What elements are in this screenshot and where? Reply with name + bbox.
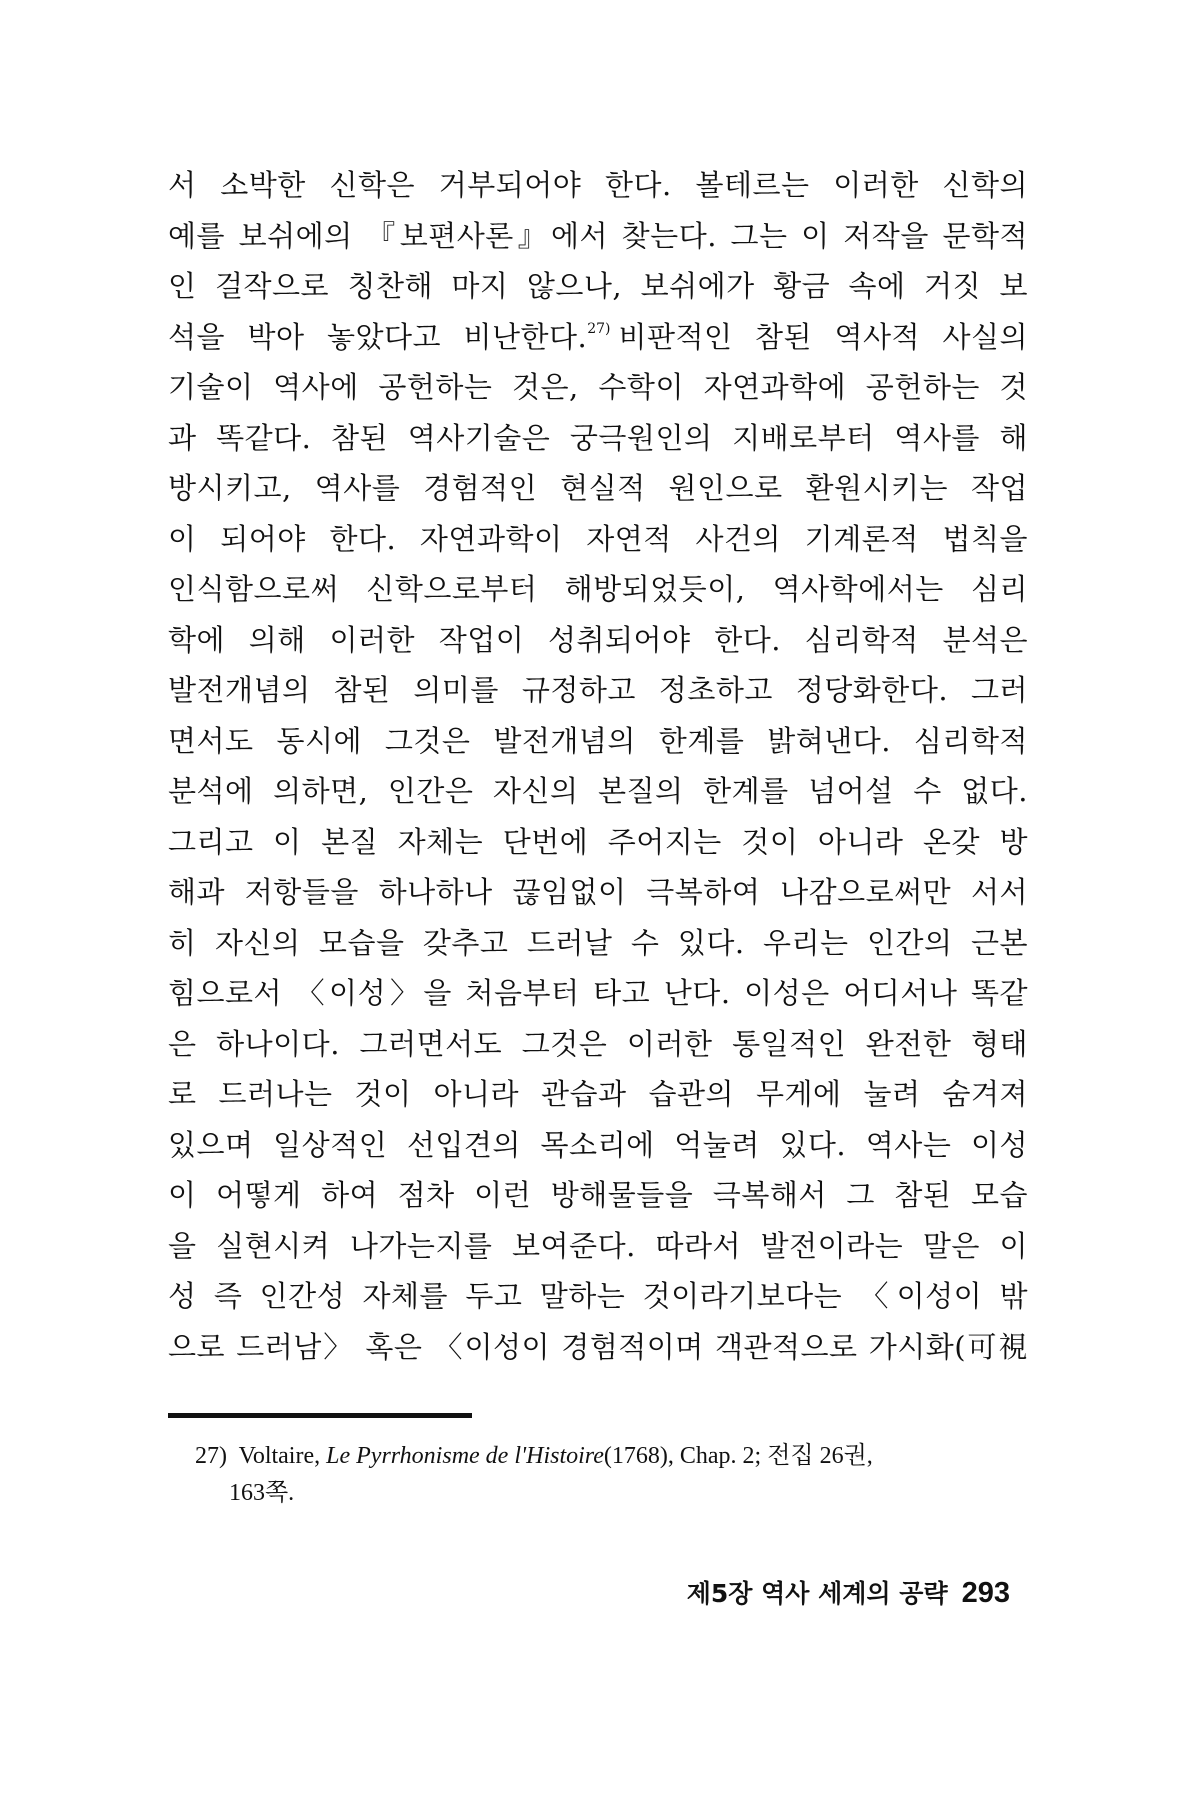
running-footer xyxy=(687,1574,1010,1610)
text-line: 히 자신의 모습을 갖추고 드러날 수 있다. 우리는 인간의 근본 xyxy=(168,925,1028,960)
text-line: 면서도 동시에 그것은 발전개념의 한계를 밝혀낸다. 심리학적 xyxy=(168,723,1028,758)
text-line: 방시키고, 역사를 경험적인 현실적 원인으로 환원시키는 작업 xyxy=(168,471,1028,505)
footnote-detail: (1768), Chap. 2; 전집 26권, xyxy=(603,1443,873,1469)
text-line: 있으며 일상적인 선입견의 목소리에 억눌려 있다. 역사는 이성 xyxy=(168,1127,1028,1162)
text-segment: 석을 박아 놓았다고 비난한다. xyxy=(168,319,588,354)
footnote xyxy=(195,1438,1028,1512)
text-line: 발전개념의 참된 의미를 규정하고 정초하고 정당화한다. 그러 xyxy=(168,673,1028,707)
text-line: 을 실현시켜 나가는지를 보여준다. 따라서 발전이라는 말은 이 xyxy=(168,1228,1028,1263)
text-line: 은 하나이다. 그러면서도 그것은 이러한 통일적인 완전한 형태 xyxy=(168,1026,1028,1061)
body-text xyxy=(168,160,1028,1423)
text-line: 그리고 이 본질 자체는 단번에 주어지는 것이 아니라 온갖 방 xyxy=(168,824,1028,859)
text-line: 서 소박한 신학은 거부되어야 한다. 볼테르는 이러한 신학의 xyxy=(168,168,1028,202)
footnote-continuation: 163쪽. xyxy=(229,1480,295,1506)
text-line: 인 걸작으로 칭찬해 마지 않으나, 보쉬에가 황금 속에 거짓 보 xyxy=(168,269,1028,303)
text-line: 과 똑같다. 참된 역사기술은 궁극원인의 지배로부터 역사를 해 xyxy=(168,420,1028,455)
text-line: 예를 보쉬에의 『보편사론』에서 찾는다. 그는 이 저작을 문학적 xyxy=(168,218,1028,253)
text-line: 힘으로서 〈이성〉을 처음부터 타고 난다. 이성은 어디서나 똑같 xyxy=(168,976,1028,1010)
text-line: 학에 의해 이러한 작업이 성취되어야 한다. 심리학적 분석은 xyxy=(168,622,1028,657)
footnote-reference: 27) xyxy=(587,320,611,337)
footnote-title: Le Pyrrhonisme de l'Histoire xyxy=(326,1443,604,1469)
text-line: 으로 드러남〉 혹은 〈이성이 경험적이며 객관적으로 가시화(可視 xyxy=(168,1329,1028,1364)
text-line: 해과 저항들을 하나하나 끊임없이 극복하여 나감으로써만 서서 xyxy=(168,875,1028,909)
text-line: 분석에 의하면, 인간은 자신의 본질의 한계를 넘어설 수 없다. xyxy=(168,774,1028,808)
text-line: 이 되어야 한다. 자연과학이 자연적 사건의 기계론적 법칙을 xyxy=(168,521,1028,556)
text-line: 성 즉 인간성 자체를 두고 말하는 것이라기보다는 〈이성이 밖 xyxy=(168,1279,1028,1313)
text-line-with-footnote-ref xyxy=(168,312,1028,363)
text-line: 인식함으로써 신학으로부터 해방되었듯이, 역사학에서는 심리 xyxy=(168,572,1028,606)
text-line: 이 어떻게 하여 점차 이런 방해물들을 극복해서 그 참된 모습 xyxy=(168,1178,1028,1212)
page-number: 293 xyxy=(961,1577,1010,1609)
text-segment: 비판적인 참된 역사적 사실의 xyxy=(618,319,1028,354)
text-line: 기술이 역사에 공헌하는 것은, 수학이 자연과학에 공헌하는 것 xyxy=(168,370,1028,404)
text-line: 로 드러나는 것이 아니라 관습과 습관의 무게에 눌려 숨겨져 xyxy=(168,1077,1028,1111)
chapter-title: 제5장 역사 세계의 공략 xyxy=(686,1579,948,1608)
footnote-divider xyxy=(168,1413,472,1418)
footnote-author: Voltaire, xyxy=(238,1443,321,1469)
footnote-marker: 27) xyxy=(195,1443,227,1469)
